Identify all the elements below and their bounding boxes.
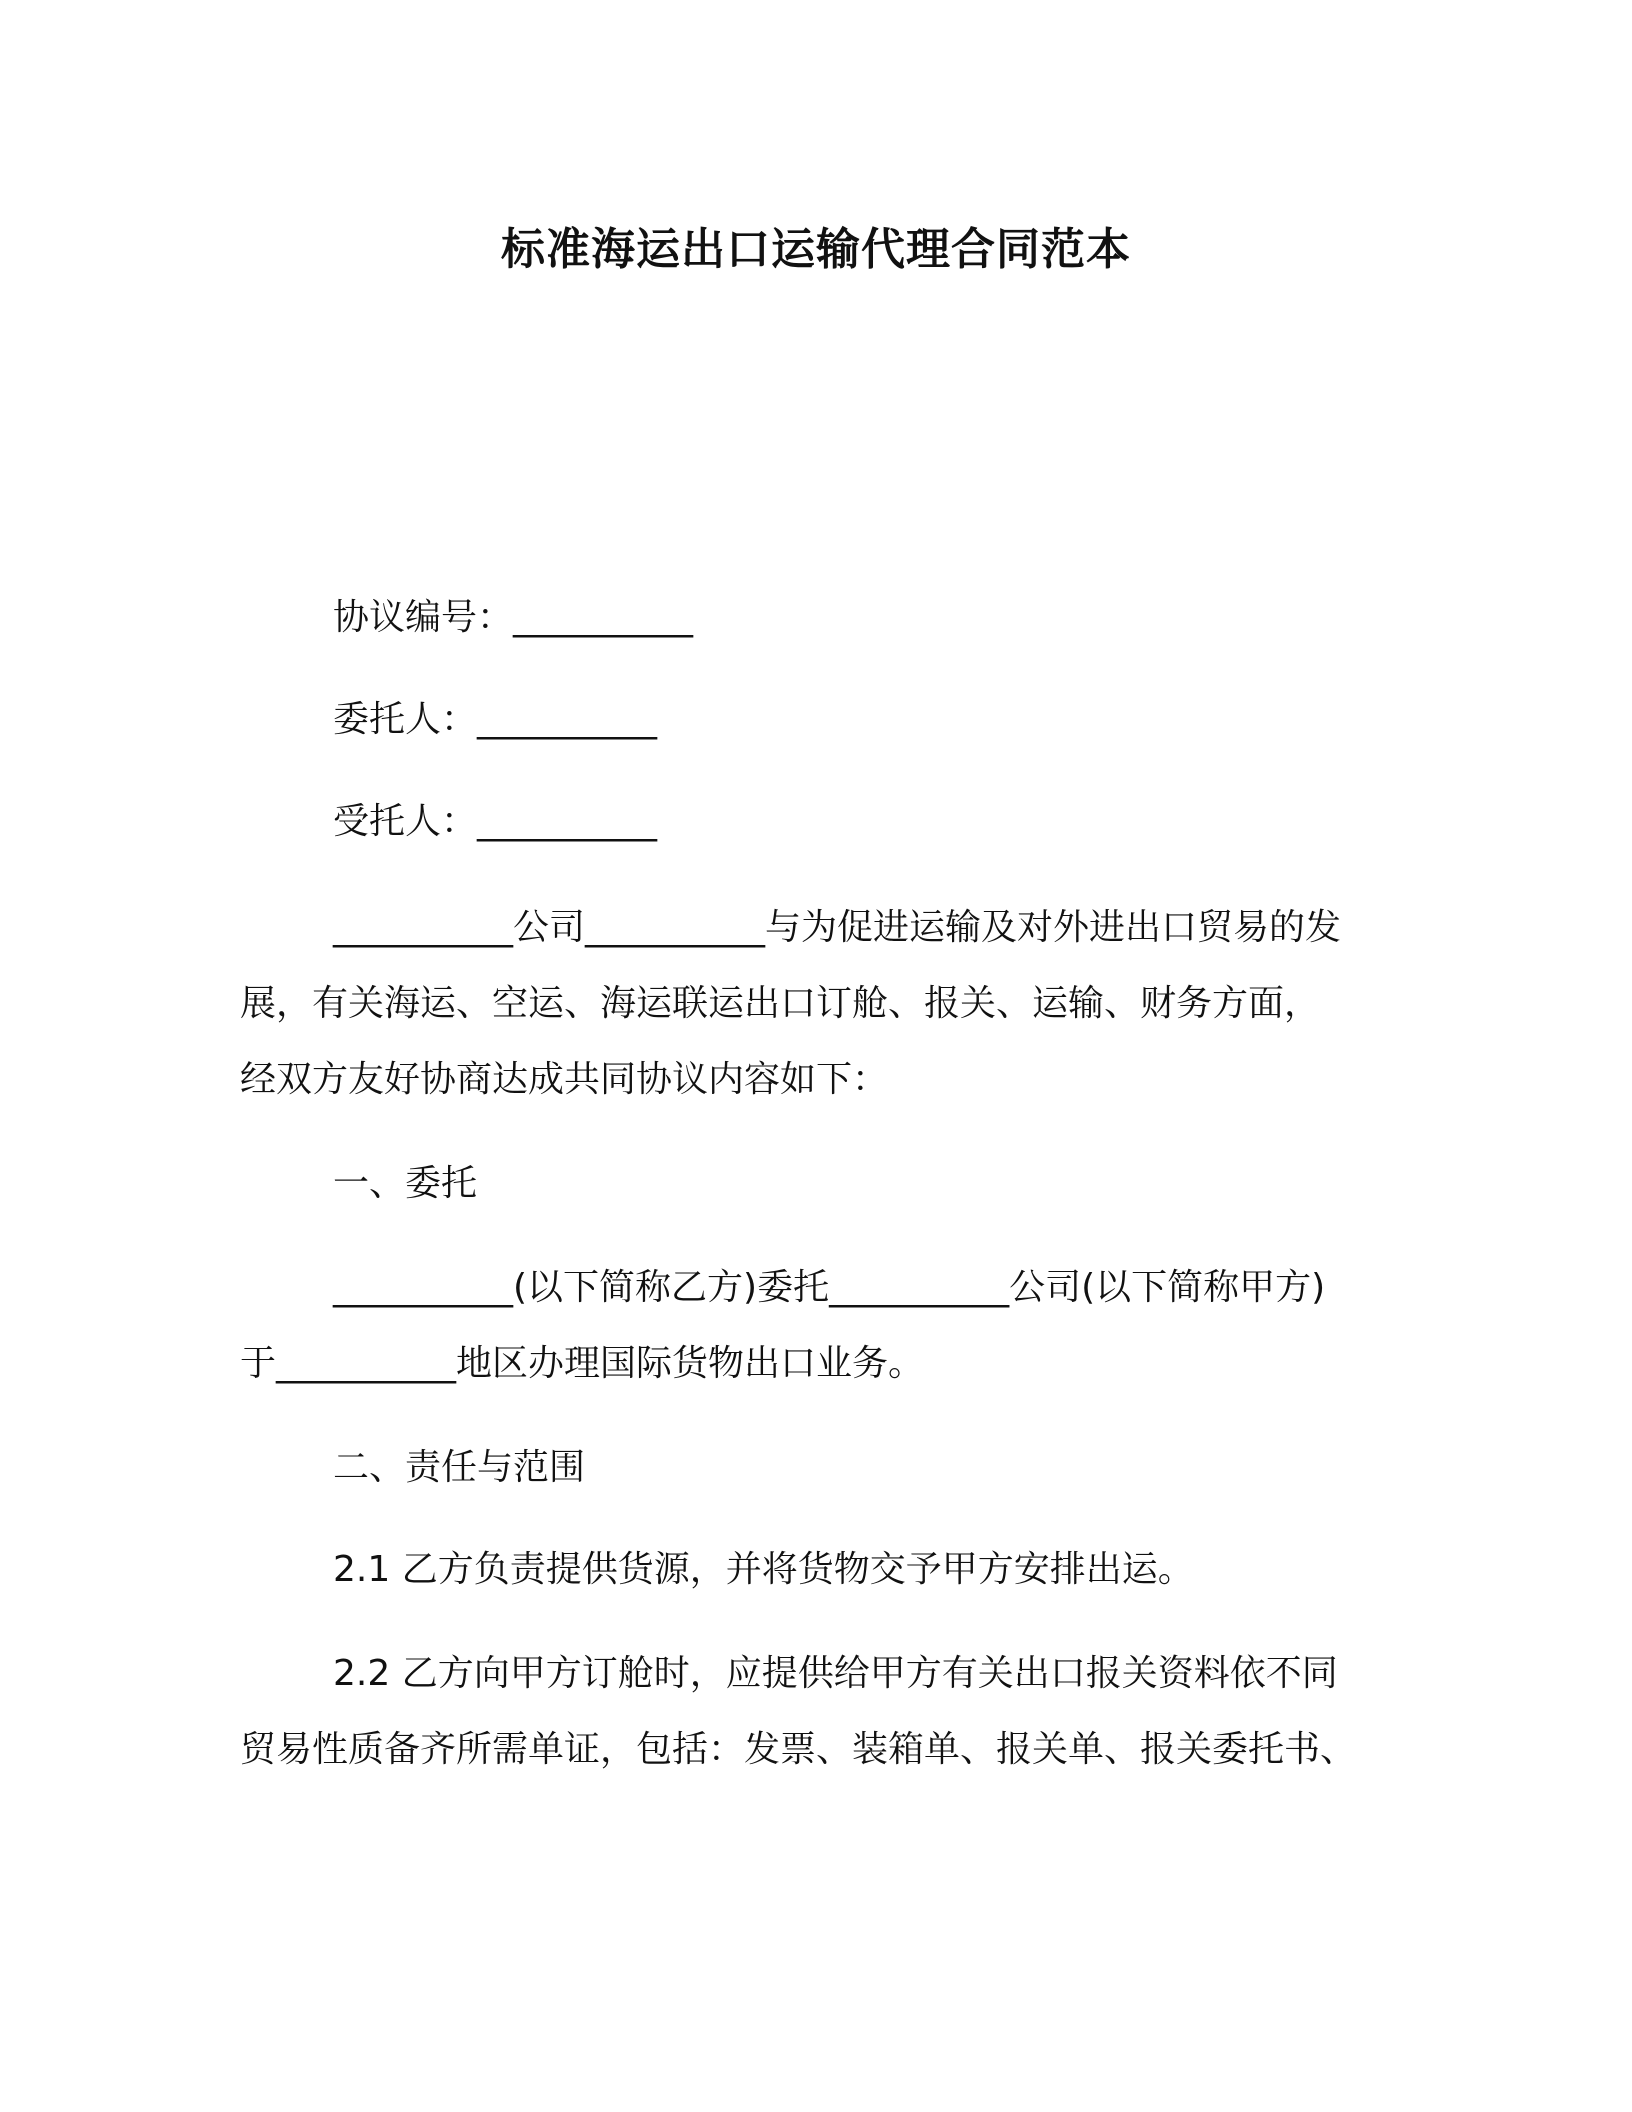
section-1-line-2: 于__________地区办理国际货物出口业务。 — [240, 1343, 925, 1384]
preamble-line-1: __________公司__________与为促进运输及对外进出口贸易的发 — [333, 907, 1342, 948]
clause-2-2-line-1: 2.2 乙方向甲方订舱时，应提供给甲方有关出口报关资料依不同 — [333, 1653, 1338, 1694]
agreement-number-line: 协议编号：__________ — [333, 597, 694, 638]
document-title: 标准海运出口运输代理合同范本 — [501, 224, 1131, 275]
clause-2-1: 2.1 乙方负责提供货源，并将货物交予甲方安排出运。 — [333, 1549, 1194, 1590]
section-heading-2: 二、责任与范围 — [333, 1447, 586, 1488]
preamble-line-3: 经双方友好协商达成共同协议内容如下： — [240, 1059, 889, 1100]
section-1-line-1: __________(以下简称乙方)委托__________公司(以下简称甲方) — [333, 1267, 1326, 1308]
principal-line: 委托人：__________ — [333, 699, 658, 740]
clause-2-2-line-2: 贸易性质备齐所需单证，包括：发票、装箱单、报关单、报关委托书、 — [240, 1729, 1357, 1770]
preamble-line-2: 展，有关海运、空运、海运联运出口订舱、报关、运输、财务方面， — [240, 983, 1321, 1024]
section-heading-1: 一、委托 — [333, 1163, 478, 1204]
agent-line: 受托人：__________ — [333, 801, 658, 842]
